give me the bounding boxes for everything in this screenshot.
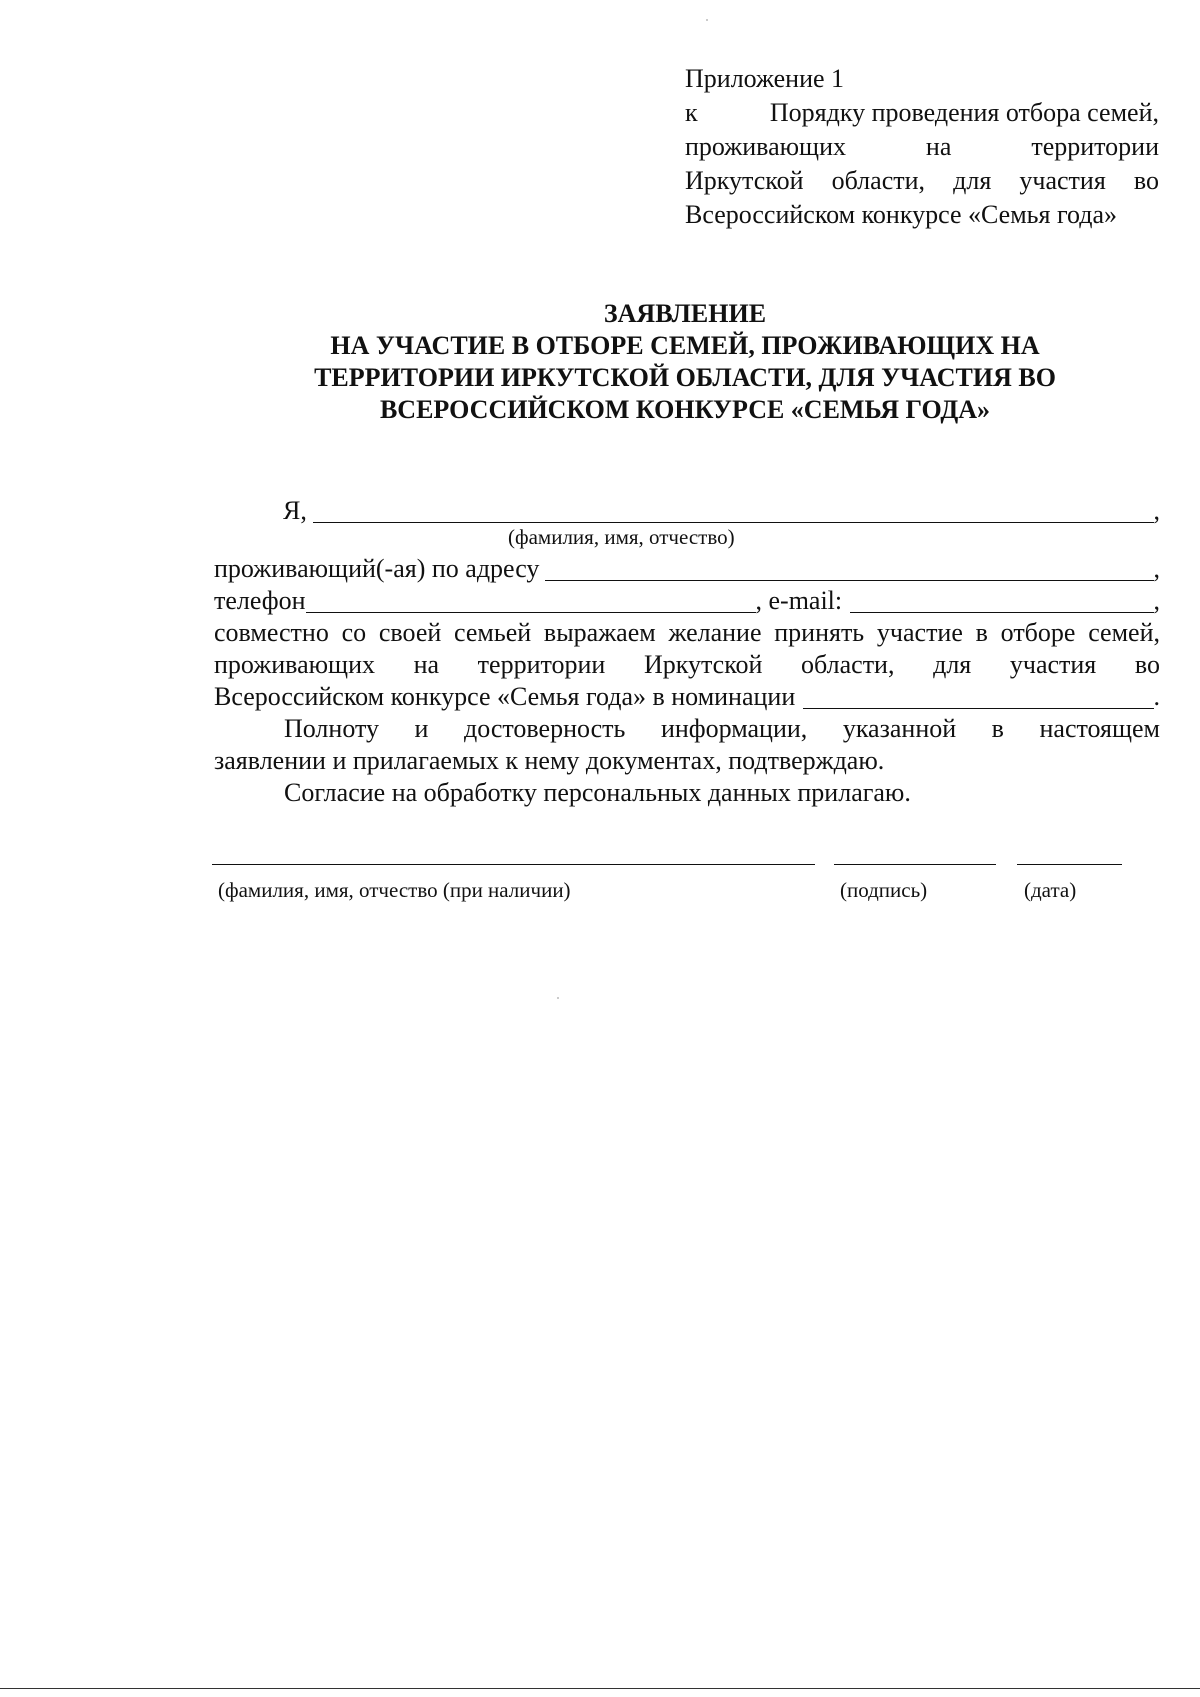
- appendix-line-4: Иркутской области, для участия во: [685, 166, 1159, 195]
- appendix-line-2: [685, 96, 1159, 130]
- title-line-2: НА УЧАСТИЕ В ОТБОРЕ СЕМЕЙ, ПРОЖИВАЮЩИХ НА: [330, 331, 1040, 360]
- email-label: , e-mail:: [755, 586, 843, 615]
- appendix-preposition: к: [685, 98, 698, 127]
- address-field[interactable]: [545, 554, 1153, 581]
- scan-speck: [557, 997, 559, 999]
- document-title: [180, 298, 1190, 426]
- appendix-reference: [685, 62, 1159, 232]
- ya-label: Я,: [283, 496, 307, 525]
- title-line-4: ВСЕРОССИЙСКОМ КОНКУРСЕ «СЕМЬЯ ГОДА»: [379, 395, 991, 424]
- consent-line: Согласие на обработку персональных данных прилагаю.: [284, 778, 911, 807]
- signature-date-field[interactable]: [1017, 864, 1122, 865]
- address-comma: ,: [1153, 554, 1160, 583]
- appendix-number: Приложение 1: [685, 64, 845, 93]
- nomination-label: Всероссийском конкурсе «Семья года» в номинации: [214, 682, 796, 711]
- appendix-word-1: проживающих: [685, 132, 846, 161]
- fio-comma: ,: [1153, 496, 1160, 525]
- email-comma: ,: [1153, 586, 1160, 615]
- confirm-line-2: заявлении и прилагаемых к нему документах, подтверждаю.: [214, 746, 885, 775]
- wish-paragraph-line-2: проживающих на территории Иркутской области, для участия во: [214, 650, 1160, 679]
- signature-field[interactable]: [834, 864, 996, 865]
- phone-field[interactable]: [306, 586, 756, 613]
- nomination-row: [214, 681, 1160, 713]
- signature-lines: [212, 864, 1132, 868]
- appendix-line-5: Всероссийском конкурсе «Семья года»: [685, 200, 1117, 229]
- title-line-3: ТЕРРИТОРИИ ИРКУТСКОЙ ОБЛАСТИ, ДЛЯ УЧАСТИЯ ВО: [314, 363, 1056, 392]
- fio-field[interactable]: [313, 496, 1154, 523]
- address-row: [214, 553, 1160, 585]
- scan-speck: [706, 19, 708, 21]
- confirm-line-1: Полноту и достоверность информации, указанной в настоящем: [284, 714, 1160, 743]
- application-form: [214, 495, 1160, 809]
- signature-date-caption: (дата): [1024, 878, 1077, 902]
- signature-fio-field[interactable]: [212, 864, 815, 865]
- appendix-line-3: [685, 130, 1159, 164]
- email-field[interactable]: [850, 586, 1153, 613]
- appendix-word-2: на: [925, 132, 952, 161]
- nomination-period: .: [1153, 682, 1160, 711]
- contacts-row: [214, 585, 1160, 617]
- wish-paragraph-line-1: совместно со своей семьей выражаем желание принять участие в отборе семей,: [214, 618, 1160, 647]
- nomination-field[interactable]: [803, 682, 1153, 709]
- appendix-word-3: территории: [1031, 132, 1159, 161]
- signature-sign-caption: (подпись): [840, 878, 928, 902]
- bottom-edge-line: [0, 1688, 1200, 1689]
- fio-caption: (фамилия, имя, отчество): [508, 525, 735, 549]
- title-line-1: ЗАЯВЛЕНИЕ: [603, 299, 767, 328]
- appendix-line-2-text: Порядку проведения отбора семей,: [769, 98, 1159, 127]
- fio-row: [214, 495, 1160, 527]
- phone-label: телефон: [214, 586, 306, 615]
- address-label: проживающий(-ая) по адресу: [214, 554, 540, 583]
- signature-fio-caption: (фамилия, имя, отчество (при наличии): [218, 878, 571, 902]
